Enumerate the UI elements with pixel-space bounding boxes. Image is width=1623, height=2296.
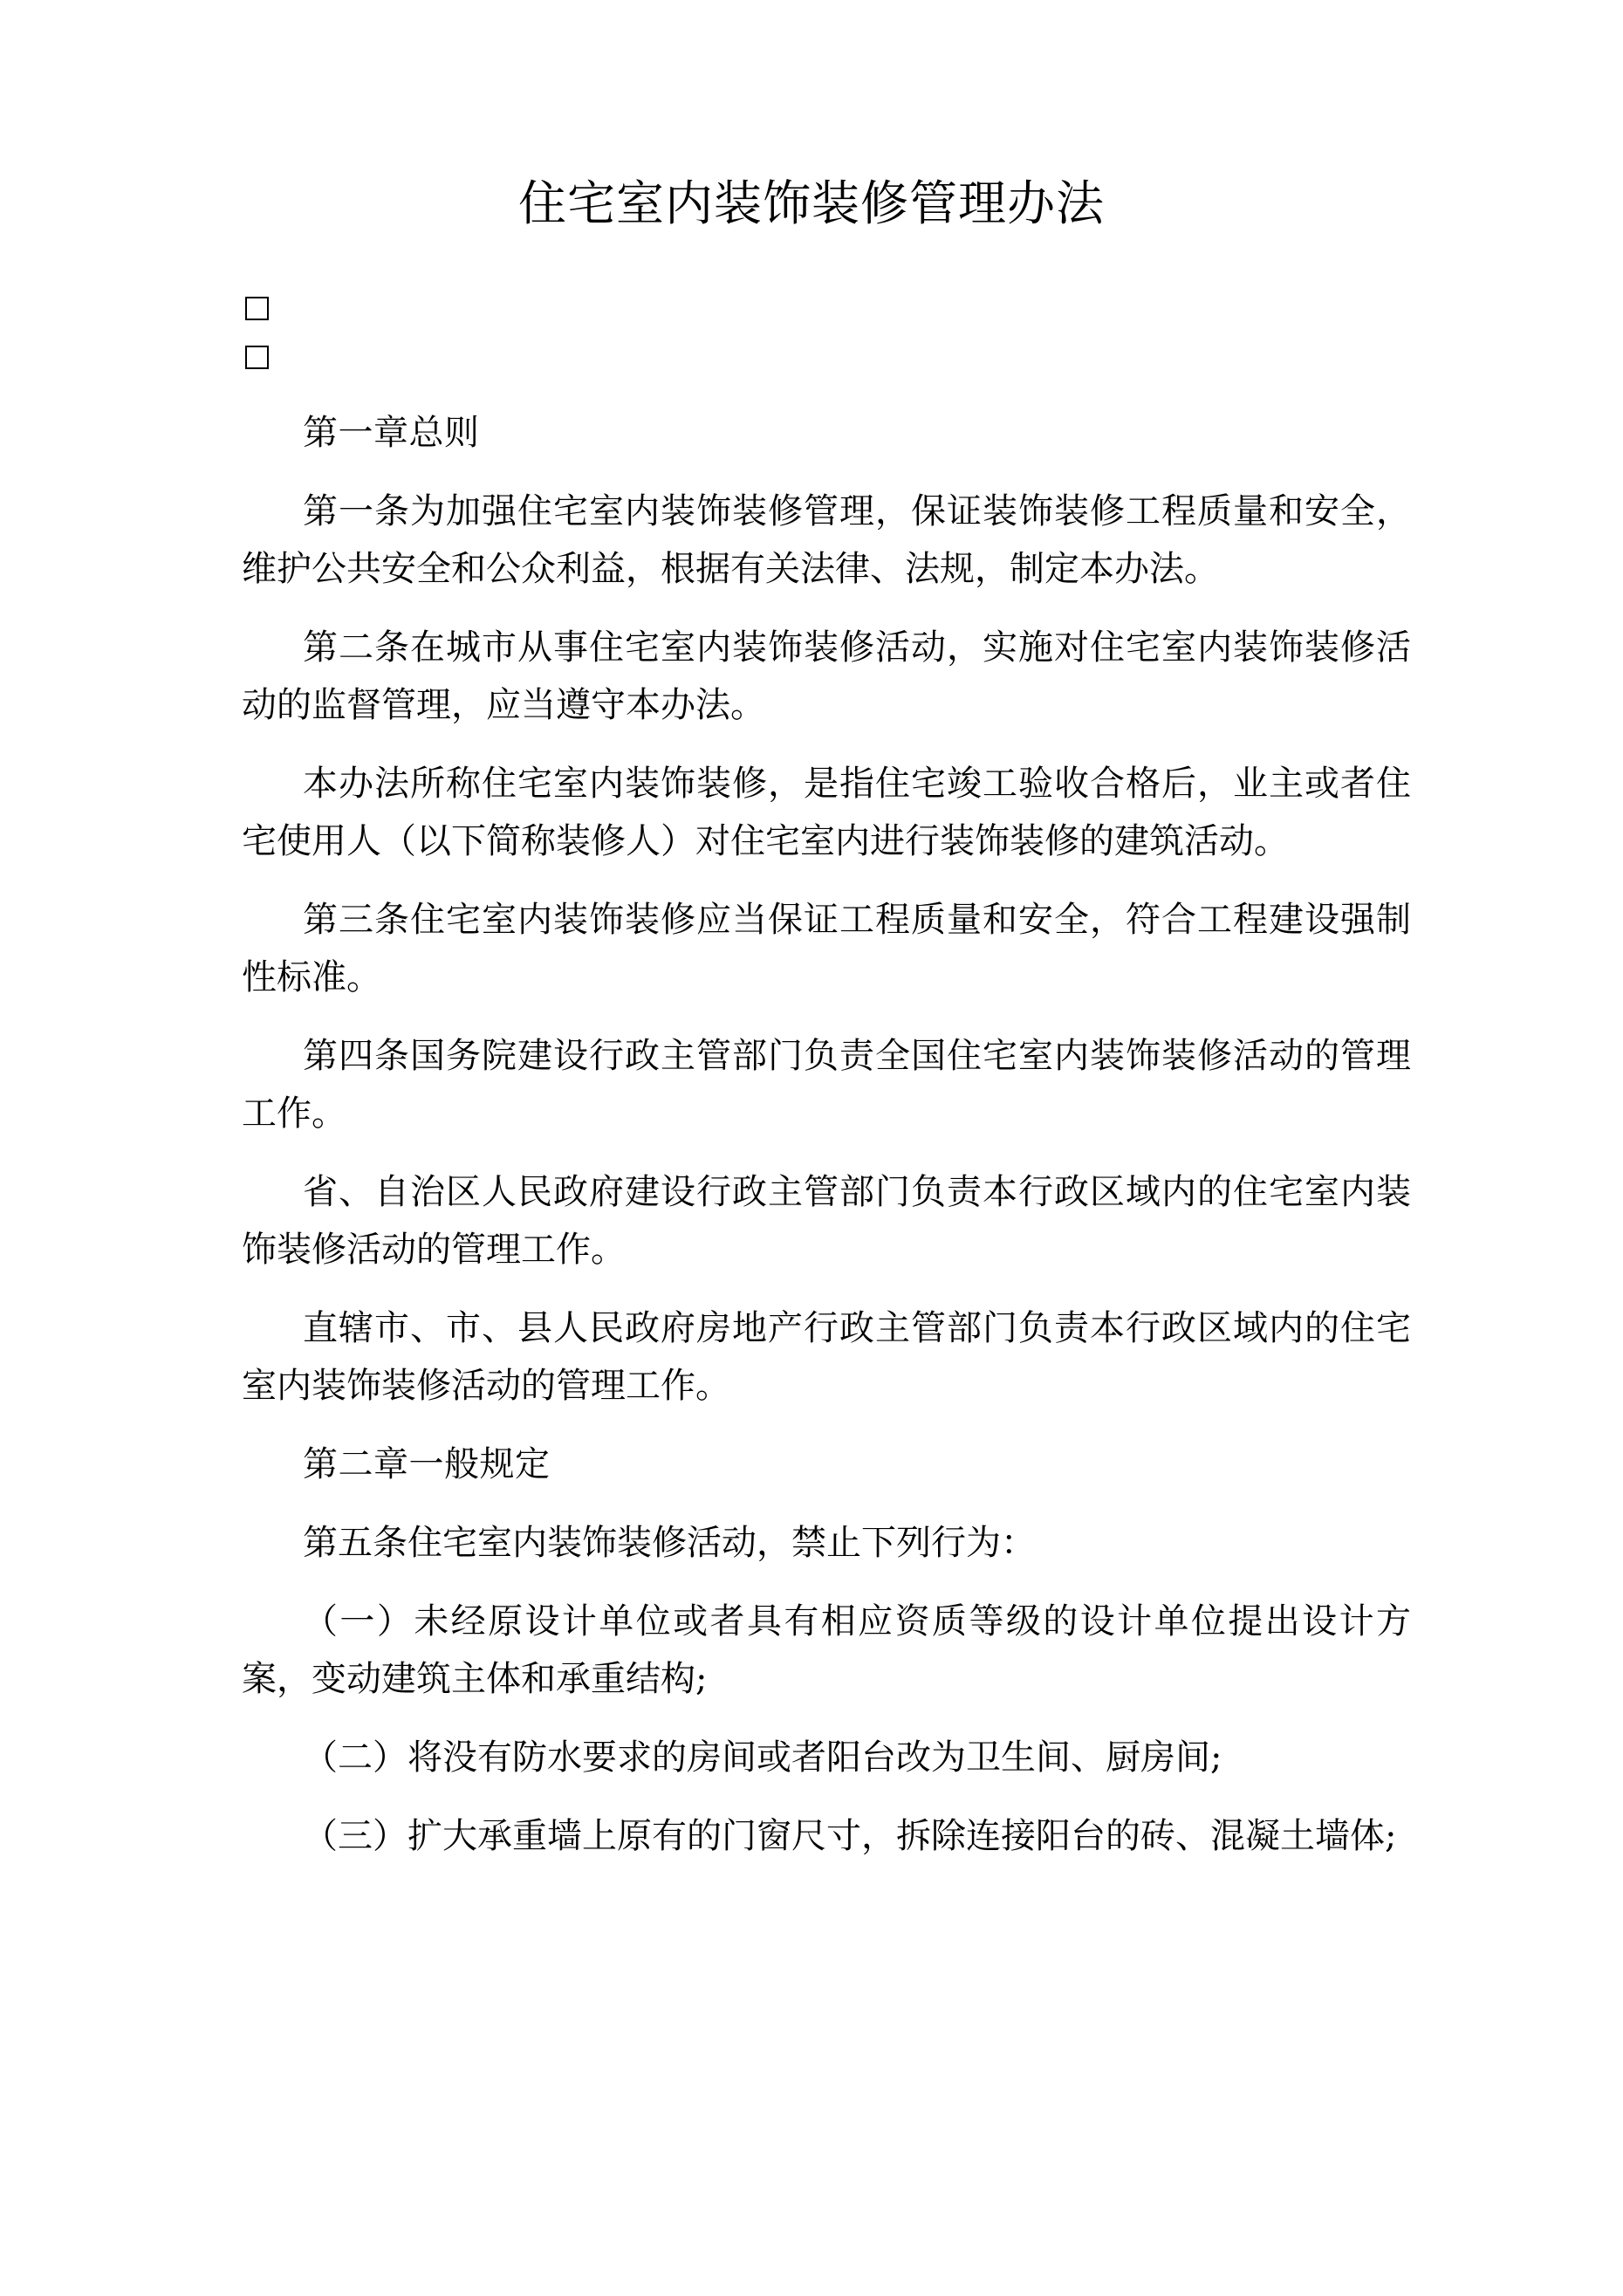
article-paragraph: 省、自治区人民政府建设行政主管部门负责本行政区域内的住宅室内装饰装修活动的管理工作。 xyxy=(242,1172,1411,1270)
checkbox-glyph xyxy=(245,297,269,320)
article-paragraph: 第二条在城市从事住宅室内装饰装修活动，实施对住宅室内装饰装修活动的监督管理，应当遵守本办法。 xyxy=(242,627,1411,725)
document-title: 住宅室内装饰装修管理办法 xyxy=(517,175,1105,231)
article-paragraph: 直辖市、市、县人民政府房地产行政主管部门负责本行政区域内的住宅室内装饰装修活动的管理工作。 xyxy=(242,1308,1411,1406)
article-paragraph: 第三条住宅室内装饰装修应当保证工程质量和安全，符合工程建设强制性标准。 xyxy=(242,900,1411,997)
article-paragraph: 第四条国务院建设行政主管部门负责全国住宅室内装饰装修活动的管理工作。 xyxy=(242,1036,1411,1134)
list-item-paragraph: （三）扩大承重墙上原有的门窗尺寸，拆除连接阳台的砖、混凝土墙体; xyxy=(303,1816,1397,1856)
article-paragraph: 第五条住宅室内装饰装修活动，禁止下列行为： xyxy=(303,1523,1036,1563)
article-paragraph: 第一条为加强住宅室内装饰装修管理，保证装饰装修工程质量和安全，维护公共安全和公众利益，根据有关法律、法规，制定本办法。 xyxy=(242,491,1411,589)
chapter-heading: 第二章一般规定 xyxy=(303,1444,551,1484)
chapter-heading: 第一章总则 xyxy=(303,413,480,453)
list-item-paragraph: （二）将没有防水要求的房间或者阳台改为卫生间、厨房间; xyxy=(303,1737,1222,1778)
document-body xyxy=(242,404,1411,1886)
list-item-paragraph: （一）未经原设计单位或者具有相应资质等级的设计单位提出设计方案，变动建筑主体和承重结构; xyxy=(242,1601,1411,1699)
checkbox-glyph xyxy=(245,346,269,369)
article-paragraph: 本办法所称住宅室内装饰装修，是指住宅竣工验收合格后，业主或者住宅使用人（以下简称装修人）对住宅室内进行装饰装修的建筑活动。 xyxy=(242,764,1411,861)
